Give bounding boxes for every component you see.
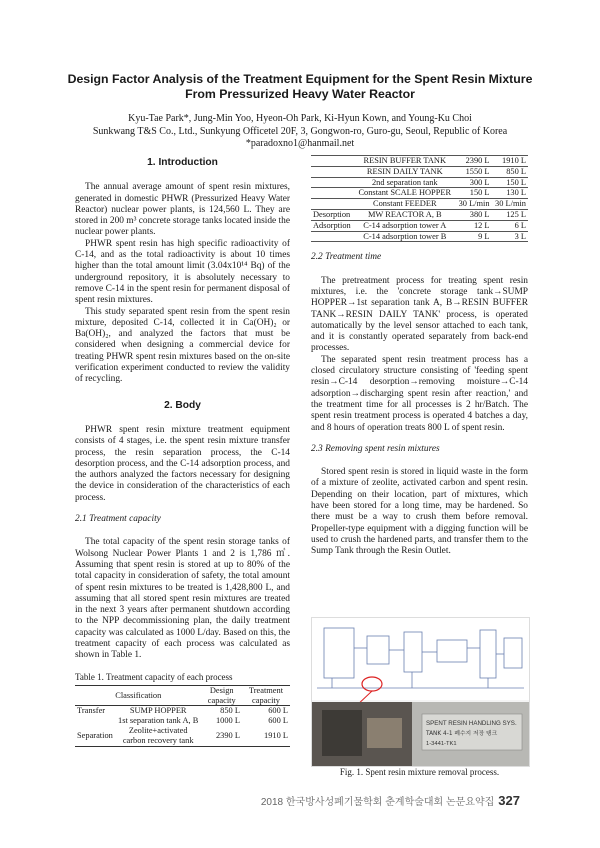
table-cell (311, 188, 354, 199)
table-cell: 150 L (492, 177, 528, 188)
proceedings-name: 2018 한국방사성폐기물학회 춘계학술대회 논문요약집 (260, 797, 495, 808)
table-cell: 600 L (268, 706, 288, 716)
paragraph: The pretreatment process for treating spent resin mixtures, i.e. the 'concrete storage tank→SUMP HOPPER→1st separation tank A, B→RESIN BUFFER TANK→RESIN DAILY TANK' process, is operated automatically by the level sensor attached to each tank, and it is constantly operated separately from back-end processes. (311, 275, 528, 354)
table-cell: 12 L (455, 220, 491, 231)
table-cell: 3 L (492, 231, 528, 242)
table-cell: SUMP HOPPER (129, 706, 187, 716)
table-cell: 6 L (492, 220, 528, 231)
table-cell: C-14 adsorption tower B (354, 231, 455, 242)
table-row (311, 220, 528, 231)
table-cell: 1910 L (492, 156, 528, 167)
page-footer (261, 793, 520, 808)
section-heading-introduction: 1. Introduction (147, 157, 218, 168)
capacity-table-continued (311, 155, 528, 242)
table-cell: RESIN DAILY TANK (354, 166, 455, 177)
table-cell (311, 231, 354, 242)
left-column (75, 155, 290, 747)
table-row (311, 166, 528, 177)
table-cell: 850 L (492, 166, 528, 177)
table-cell: 1000 L (215, 716, 240, 726)
table-row (311, 209, 528, 220)
table-header: Design capacity (202, 685, 242, 706)
table-cell (75, 716, 115, 726)
table-cell: 380 L (455, 209, 491, 220)
page-number: 327 (498, 793, 520, 808)
nameplate-line-2: TANK 4-1 폐수지 저장 탱크 (426, 731, 498, 737)
figure-1 (311, 617, 530, 767)
table-row (311, 231, 528, 242)
table-cell: Transfer (77, 706, 106, 716)
table-cell: Constant SCALE HOPPER (354, 188, 455, 199)
table-row (311, 177, 528, 188)
nameplate-line-1: SPENT RESIN HANDLING SYS. (426, 720, 517, 727)
paragraph: PHWR spent resin mixture treatment equipment consists of 4 stages, i.e. the spent resin mixture transfer process, the resin separation process, the C-14 desorption process, and the C-14 adsorption process, and the authors analyzed the factors necessary for designing the device in consideration of the characteristics of each process. (75, 424, 290, 503)
table-cell: 2390 L (455, 156, 491, 167)
table-cell: Zeolite+activated carbon recovery tank (115, 726, 202, 746)
table-cell: Separation (75, 726, 115, 746)
table-header: Treatment capacity (242, 685, 290, 706)
table-cell: 600 L (268, 716, 288, 726)
table-cell: 1st separation tank A, B (118, 716, 199, 726)
email: *paradoxno1@hanmail.net (245, 138, 355, 149)
table-cell (311, 199, 354, 210)
process-figure-image (312, 618, 529, 766)
capacity-table (75, 685, 290, 747)
table-cell (311, 166, 354, 177)
author-block (60, 113, 540, 151)
nameplate-line-3: 1-3441-TK1 (426, 741, 457, 747)
table-row (75, 726, 290, 746)
table-cell: 9 L (455, 231, 491, 242)
subsection-heading: 2.3 Removing spent resin mixtures (311, 443, 440, 454)
subsection-heading: 2.1 Treatment capacity (75, 514, 161, 525)
table-cell: Adsorption (311, 220, 354, 231)
paragraph: The separated spent resin treatment process has a closed circulatory structure consisting of 'feeding spent resin→C-14 desorption→removing moisture→C-14 adsorption→discharging spent resin after reaction,' and the treatment time for all processes is 2 hr/Batch. The spent resin treatment process is operated 4 batches a day, and 8 hours of operation treats 800 L of spent resin. (311, 354, 528, 433)
table-cell: MW REACTOR A, B (354, 209, 455, 220)
table-cell: Constant FEEDER (354, 199, 455, 210)
paragraph: This study separated spent resin from the spent resin mixture, deposited C-14, collected it in Ca(OH)₂ or Ba(OH)₂, and analyzed the factors that must be considered when designing a commercial device for treating PHWR spent resin mixtures based on the on-site verification experiment conducted to review the validity of recycling. (75, 306, 290, 385)
table-cell: 30 L/min (492, 199, 528, 210)
table-cell (311, 177, 354, 188)
table-row (311, 199, 528, 210)
table-cell: 850 L (220, 706, 240, 716)
affiliation: Sunkwang T&S Co., Ltd., Sunkyung Officetel 20F, 3, Gongwon-ro, Guro-gu, Seoul, Republic of Korea (92, 125, 508, 137)
table-row (75, 706, 290, 716)
table-cell: 30 L/min (455, 199, 491, 210)
table-cell: Desorption (311, 209, 354, 220)
table-cell: C-14 adsorption tower A (354, 220, 455, 231)
table-cell: 125 L (492, 209, 528, 220)
table-header: Classification (75, 685, 202, 706)
paragraph: Stored spent resin is stored in liquid waste in the form of a mixture of zeolite, activated carbon and spent resin. Depending on their location, part of mixtures, which have been stored for a long time, may be hardened. So there must be a way to crush them before removal. Propeller-type equipment with a digging function will be used to crush the hardened parts, and transfer them to the Sump Tank through the Resin Outlet. (311, 467, 528, 557)
table-row (311, 156, 528, 167)
author-list: Kyu-Tae Park*, Jung-Min Yoo, Hyeon-Oh Park, Ki-Hyun Kown, and Young-Ku Choi (128, 113, 472, 124)
table-caption: Table 1. Treatment capacity of each process (75, 671, 233, 682)
figure-caption: Fig. 1. Spent resin mixture removal process. (339, 767, 500, 777)
table-cell: 150 L (455, 188, 491, 199)
right-column (311, 155, 528, 558)
table-row (311, 188, 528, 199)
table-cell: 300 L (455, 177, 491, 188)
table-cell: 130 L (492, 188, 528, 199)
table-cell: 1550 L (455, 166, 491, 177)
table-cell (311, 156, 354, 167)
paragraph: The total capacity of the spent resin storage tanks of Wolsong Nuclear Power Plants 1 and 2 is 1,786 ㎥. Assuming that spent resin is stored at up to 80% of the total capacity in consideration of safety, the total amount of spent resin mixtures to be treated is 1,428,800 L, and assuming that all stored spent resin mixtures are treated in the next 3 years after permanent shutdown according to the NPP decommissioning plan, the daily treatment capacity was calculated as 1000 L/day. Based on this, the treatment capacity of each process was calculated as shown in Table 1. (75, 537, 290, 661)
subsection-heading: 2.2 Treatment time (311, 252, 382, 263)
table-cell: 2390 L (202, 726, 242, 746)
section-heading-body: 2. Body (164, 399, 201, 411)
table-cell: RESIN BUFFER TANK (354, 156, 455, 167)
paragraph: PHWR spent resin has high specific radioactivity of C-14, and as the total radioactivity is about 10 times higher than the total amount limit (3.04x10¹⁴ Bq) of the underground repository, it is absolutely necessary to remove C-14 in the spent resin for permanent disposal of spent resin mixtures. (75, 238, 290, 306)
table-cell: 1910 L (242, 726, 290, 746)
table-cell: 2nd separation tank (354, 177, 455, 188)
table-row (75, 716, 290, 726)
paper-title: Design Factor Analysis of the Treatment Equipment for the Spent Resin Mixture From Pressurized Heavy Water Reactor (67, 72, 533, 101)
paragraph: The annual average amount of spent resin mixtures, generated in domestic PHWR (Pressurized Heavy Water Reactor) nuclear power plants, is 124,560 L. They are stored in 200 m³ concrete storage tanks located inside the nuclear power plants. (75, 182, 290, 238)
